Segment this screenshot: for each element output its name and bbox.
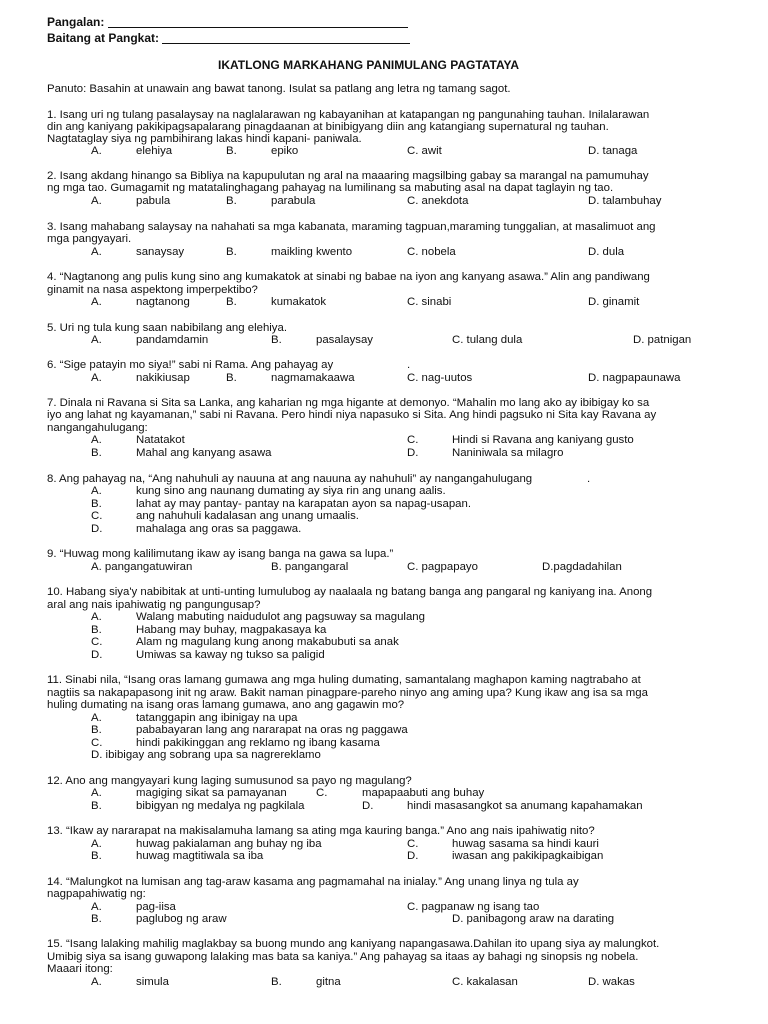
q11-a-text[interactable]: tatanggapin ang ibinigay na upa <box>136 712 298 724</box>
q9-c[interactable]: C. pagpapayo <box>407 561 478 573</box>
q1-d[interactable]: D. tanaga <box>588 145 638 157</box>
q3-c[interactable]: C. nobela <box>407 246 456 258</box>
q14-a-letter: A. <box>91 901 102 913</box>
q6-a-text[interactable]: nakikiusap <box>136 372 190 384</box>
q4-b-letter: B. <box>226 296 237 308</box>
q13-b-text[interactable]: huwag magtitiwala sa iba <box>136 850 264 862</box>
q7-b-letter: B. <box>91 447 102 459</box>
q4-line2: ginamit na nasa aspektong imperpektibo? <box>47 284 258 296</box>
q8-d-letter: D. <box>91 523 103 535</box>
q13-a-text[interactable]: huwag pakialaman ang buhay ng iba <box>136 838 322 850</box>
q1-line3: Nagtataglay siya ng pambihirang lakas hindi kapani- paniwala. <box>47 133 362 145</box>
grade-label: Baitang at Pangkat: <box>47 31 160 45</box>
q10-a-letter: A. <box>91 611 102 623</box>
q13-line1: 13. “Ikaw ay nararapat na makisalamuha lamang sa ating mga kauring banga.” Ano ang nais ipahiwatig nito? <box>47 825 595 837</box>
q14-a-text[interactable]: pag-iisa <box>136 901 176 913</box>
q10-b-text[interactable]: Habang may buhay, magpakasaya ka <box>136 624 327 636</box>
q13-c-letter: C. <box>407 838 419 850</box>
q5-a-text[interactable]: pandamdamin <box>136 334 209 346</box>
q4-a-text[interactable]: nagtanong <box>136 296 190 308</box>
q13-d-letter: D. <box>407 850 419 862</box>
q10-c-letter: C. <box>91 636 103 648</box>
q2-b-letter: B. <box>226 195 237 207</box>
q12-line1: 12. Ano ang mangyayari kung laging sumusunod sa payo ng magulang? <box>47 775 412 787</box>
q12-d-letter: D. <box>362 800 374 812</box>
q11-c-text[interactable]: hindi pakikinggan ang reklamo ng ibang kasama <box>136 737 380 749</box>
q2-line2: ng mga tao. Gumagamit ng matatalinghagang pahayag na lumilinang sa mabuting asal na dapat taglayin ng tao. <box>47 182 614 194</box>
q11-b-letter: B. <box>91 724 102 736</box>
q7-c-text[interactable]: Hindi si Ravana ang kaniyang gusto <box>452 434 634 446</box>
q5-d[interactable]: D. patnigan <box>633 334 692 346</box>
q8-b-text[interactable]: lahat ay may pantay- pantay na karapatan ayon sa napag-usapan. <box>136 498 471 510</box>
q4-b-text[interactable]: kumakatok <box>271 296 327 308</box>
q1-b-text[interactable]: epiko <box>271 145 299 157</box>
q13-d-text[interactable]: iwasan ang pakikipagkaibigan <box>452 850 604 862</box>
q15-c[interactable]: C. kakalasan <box>452 976 518 988</box>
q3-line1: 3. Isang mahabang salaysay na nahahati sa mga kabanata, maraming tagpuan,maraming tunggalian, at masalimuot ang <box>47 221 656 233</box>
q8-c-text[interactable]: ang nahuhuli kadalasan ang unang umaalis. <box>136 510 359 522</box>
q15-d[interactable]: D. wakas <box>588 976 635 988</box>
q3-b-text[interactable]: maikling kwento <box>271 246 353 258</box>
q7-line1: 7. Dinala ni Ravana si Sita sa Lanka, ang kaharian ng mga higante at demonyo. “Mahalin mo lang ako ay ibibigay ko sa <box>47 397 650 409</box>
q1-c[interactable]: C. awit <box>407 145 442 157</box>
q6-d[interactable]: D. nagpapaunawa <box>588 372 681 384</box>
q9-d[interactable]: D.pagdadahilan <box>542 561 622 573</box>
q11-line3: huling dumating na isang oras lamang gumawa, ano ang gagawin mo? <box>47 699 405 711</box>
grade-blank[interactable] <box>162 43 410 44</box>
q9-line1: 9. “Huwag mong kalilimutang ikaw ay isang banga na gawa sa lupa.” <box>47 548 394 560</box>
q3-d[interactable]: D. dula <box>588 246 625 258</box>
q5-c[interactable]: C. tulang dula <box>452 334 523 346</box>
q12-c-text[interactable]: mapapaabuti ang buhay <box>362 787 485 799</box>
q1-line2: din ang kaniyang pakikipagsapalarang pinagdaanan at binibigyang diin ang katangiang supernatural ng tauhan. <box>47 121 609 133</box>
q5-line1: 5. Uri ng tula kung saan nabibilang ang elehiya. <box>47 322 288 334</box>
q12-b-letter: B. <box>91 800 102 812</box>
q8-d-text[interactable]: mahalaga ang oras sa paggawa. <box>136 523 302 535</box>
q4-a-letter: A. <box>91 296 102 308</box>
q9-b[interactable]: B. pangangaral <box>271 561 349 573</box>
q12-a-text[interactable]: magiging sikat sa pamayanan <box>136 787 287 799</box>
q12-c-letter: C. <box>316 787 328 799</box>
q10-a-text[interactable]: Walang mabuting naidudulot ang pagsuway sa magulang <box>136 611 425 623</box>
name-label: Pangalan: <box>47 15 105 29</box>
q15-line2: Umibig siya sa isang guwapong lalaking mas bata sa kaniya.” Ang pahayag sa itaas ay bahagi ng sinopsis ng nobela. <box>47 951 639 963</box>
q7-d-letter: D. <box>407 447 419 459</box>
q5-a-letter: A. <box>91 334 102 346</box>
q15-a-text[interactable]: simula <box>136 976 169 988</box>
q8-line1: 8. Ang pahayag na, “Ang nahuhuli ay nauuna at ang nauuna ay nahuhuli” ay nangangahulugang <box>47 473 533 485</box>
q2-c[interactable]: C. anekdota <box>407 195 469 207</box>
q11-a-letter: A. <box>91 712 102 724</box>
q11-line2: nagtiis sa nakapapasong init ng araw. Bakit naman pinagpare-pareho ninyo ang aming upa? Kung ikaw ang isa sa mga <box>47 687 648 699</box>
q10-d-letter: D. <box>91 649 103 661</box>
q3-a-letter: A. <box>91 246 102 258</box>
q2-b-text[interactable]: parabula <box>271 195 316 207</box>
q9-a[interactable]: A. pangangatuwiran <box>91 561 193 573</box>
q3-a-text[interactable]: sanaysay <box>136 246 185 258</box>
q6-a-letter: A. <box>91 372 102 384</box>
name-blank[interactable] <box>108 27 408 28</box>
q14-line2: nagpapahiwatig ng: <box>47 888 146 900</box>
q10-d-text[interactable]: Umiwas sa kaway ng tukso sa paligid <box>136 649 325 661</box>
q14-b-text[interactable]: paglubog ng araw <box>136 913 227 925</box>
q8-a-text[interactable]: kung sino ang naunang dumating ay siya rin ang unang aalis. <box>136 485 446 497</box>
q11-b-text[interactable]: pababayaran lang ang nararapat na oras ng paggawa <box>136 724 408 736</box>
q8-a-letter: A. <box>91 485 102 497</box>
q7-a-letter: A. <box>91 434 102 446</box>
q4-line1: 4. “Nagtanong ang pulis kung sino ang kumakatok at sinabi ng babae na iyon ang kanyang asawa.” Alin ang pandiwang <box>47 271 650 283</box>
q7-c-letter: C. <box>407 434 419 446</box>
q12-a-letter: A. <box>91 787 102 799</box>
q14-d[interactable]: D. panibagong araw na darating <box>452 913 615 925</box>
q14-b-letter: B. <box>91 913 102 925</box>
q5-b-text[interactable]: pasalaysay <box>316 334 373 346</box>
q6-line1: 6. “Sige patayin mo siya!” sabi ni Rama. Ang pahayag ay <box>47 359 334 371</box>
q10-c-text[interactable]: Alam ng magulang kung anong makabubuti sa anak <box>136 636 399 648</box>
q15-line3: Maaari itong: <box>47 963 113 975</box>
q3-line2: mga pangyayari. <box>47 233 132 245</box>
q7-a-text[interactable]: Natatakot <box>136 434 185 446</box>
q6-blank-period: . <box>407 359 411 371</box>
q4-c[interactable]: C. sinabi <box>407 296 452 308</box>
q10-line1: 10. Habang siya'y nabibitak at unti-unting lumulubog ay naalaala ng batang banga ang pangaral ng kaniyang ina. Anong <box>47 586 653 598</box>
q1-a-letter: A. <box>91 145 102 157</box>
q7-line3: nangangahulugang: <box>47 422 148 434</box>
q12-d-text[interactable]: hindi masasangkot sa anumang kapahamakan <box>407 800 643 812</box>
q6-c[interactable]: C. nag-uutos <box>407 372 473 384</box>
q13-c-text[interactable]: huwag sasama sa hindi kauri <box>452 838 599 850</box>
q14-line1: 14. “Malungkot na lumisan ang tag-araw kasama ang pagmamahal na inialay.” Ang unang linya ng tula ay <box>47 876 579 888</box>
q1-line1: 1. Isang uri ng tulang pasalaysay na naglalarawan ng kabayanihan at katapangan ng pangunahing tauhan. Inilalarawan <box>47 109 650 121</box>
q7-b-text[interactable]: Mahal ang kanyang asawa <box>136 447 272 459</box>
q13-a-letter: A. <box>91 838 102 850</box>
q1-b-letter: B. <box>226 145 237 157</box>
instructions: Panuto: Basahin at unawain ang bawat tanong. Isulat sa patlang ang letra ng tamang sagot. <box>47 83 511 95</box>
q6-b-text[interactable]: nagmamakaawa <box>271 372 355 384</box>
q15-line1: 15. “Isang lalaking mahilig maglakbay sa buong mundo ang kaniyang napangasawa.Dahilan ito upang siya ay malungkot. <box>47 938 660 950</box>
q2-a-letter: A. <box>91 195 102 207</box>
q10-line2: aral ang nais ipahiwatig ng pangungusap? <box>47 599 261 611</box>
q4-d[interactable]: D. ginamit <box>588 296 640 308</box>
q11-c-letter: C. <box>91 737 103 749</box>
q7-d-text[interactable]: Naniniwala sa milagro <box>452 447 564 459</box>
q2-a-text[interactable]: pabula <box>136 195 171 207</box>
q13-b-letter: B. <box>91 850 102 862</box>
q8-blank-period: . <box>587 473 591 485</box>
q8-c-letter: C. <box>91 510 103 522</box>
q8-b-letter: B. <box>91 498 102 510</box>
q3-b-letter: B. <box>226 246 237 258</box>
q11-line1: 11. Sinabi nila, “Isang oras lamang gumawa ang mga huling dumating, samantalang maghapon kaming nagtrabaho at <box>47 674 641 686</box>
q1-a-text[interactable]: elehiya <box>136 145 173 157</box>
q14-c[interactable]: C. pagpanaw ng isang tao <box>407 901 540 913</box>
page-title: IKATLONG MARKAHANG PANIMULANG PAGTATAYA <box>218 58 520 72</box>
q5-b-letter: B. <box>271 334 282 346</box>
q2-line1: 2. Isang akdang hinango sa Bibliya na kapupulutan ng aral na maaaring magsilbing gabay sa marangal na pamumuhay <box>47 170 649 182</box>
q12-b-text[interactable]: bibigyan ng medalya ng pagkilala <box>136 800 305 812</box>
q15-b-letter: B. <box>271 976 282 988</box>
q7-line2: iyo ang lahat ng kayamanan,” sabi ni Ravana. Pero hindi niya napasuko si Sita. Ang hindi pagsuko ni Sita kay Ravana ay <box>47 409 657 421</box>
q15-b-text[interactable]: gitna <box>316 976 341 988</box>
q6-b-letter: B. <box>226 372 237 384</box>
q11-d[interactable]: D. ibibigay ang sobrang upa sa nagrereklamo <box>91 749 321 761</box>
q15-a-letter: A. <box>91 976 102 988</box>
q10-b-letter: B. <box>91 624 102 636</box>
q2-d[interactable]: D. talambuhay <box>588 195 662 207</box>
